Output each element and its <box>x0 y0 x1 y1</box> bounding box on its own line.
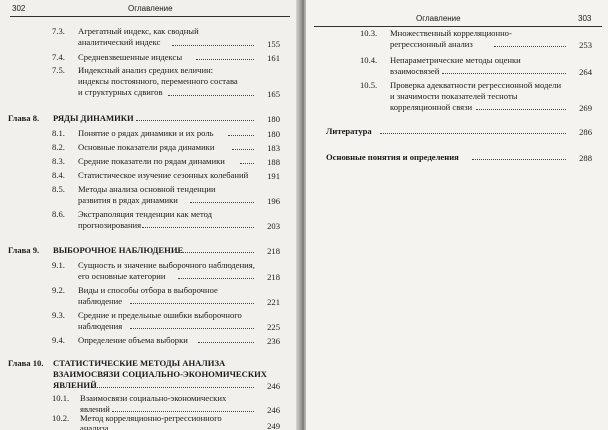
toc-entry-num: 8.2. <box>52 142 65 152</box>
toc-page-number: 180 <box>267 114 280 124</box>
toc-entry-text: корреляционной связи <box>390 102 473 112</box>
toc-entry-text: Средневзвешенные индексы <box>78 52 183 62</box>
toc-entry-text: Проверка адекватности регрессионной модели <box>390 80 562 90</box>
toc-page-number: 236 <box>267 336 280 346</box>
toc-leader <box>476 101 566 110</box>
left-page <box>0 0 300 430</box>
toc-leader <box>232 141 254 150</box>
right-running-head: Оглавление <box>416 14 461 23</box>
concepts-heading: Основные понятия и определения <box>326 152 459 162</box>
chapter-title: РЯДЫ ДИНАМИКИ <box>53 113 134 123</box>
toc-entry-num: 9.2. <box>52 285 65 295</box>
toc-entry-text: Множественный корреляционно- <box>390 28 512 38</box>
right-page <box>306 0 608 430</box>
toc-entry-text: Основные показатели ряда динамики <box>78 142 215 152</box>
toc-entry-text: Статистическое изучение сезонных колебаний <box>78 170 249 180</box>
toc-entry-text: Определение объема выборки <box>78 335 188 345</box>
toc-leader <box>168 87 254 96</box>
toc-leader <box>472 151 566 160</box>
toc-page-number: 191 <box>267 171 280 181</box>
chapter-label: Глава 8. <box>8 113 40 123</box>
toc-page-number: 249 <box>267 421 280 430</box>
toc-entry-num: 10.3. <box>360 28 378 38</box>
toc-entry-text: Методы анализа основной тенденции <box>78 184 216 194</box>
toc-entry-num: 8.1. <box>52 128 65 138</box>
toc-leader <box>190 194 254 203</box>
toc-entry-num: 9.4. <box>52 335 65 345</box>
toc-entry-num: 8.4. <box>52 170 65 180</box>
toc-entry-num: 8.6. <box>52 209 65 219</box>
toc-entry-text: Сущность и значение выборочного наблюдения, <box>78 260 255 270</box>
toc-entry-num: 7.5. <box>52 65 65 75</box>
toc-entry-text: Взаимосвязи социально-экономических <box>80 393 227 403</box>
toc-page-number: 225 <box>267 322 280 332</box>
chapter-title: ВЫБОРОЧНОЕ НАБЛЮДЕНИЕ <box>53 245 184 255</box>
toc-leader <box>92 379 254 388</box>
toc-entry-text: наблюдения <box>78 321 123 331</box>
toc-leader <box>130 320 254 329</box>
toc-entry-num: 10.5. <box>360 80 378 90</box>
toc-leader <box>494 38 566 47</box>
toc-page-number: 165 <box>267 89 280 99</box>
toc-page-number: 246 <box>267 381 280 391</box>
toc-page-number: 188 <box>267 157 280 167</box>
toc-entry-text: аналитический индекс <box>78 37 161 47</box>
toc-leader <box>172 37 254 46</box>
toc-leader <box>228 127 254 136</box>
chapter-label: Глава 9. <box>8 245 40 255</box>
toc-entry-text: и значимости показателей тесноты <box>390 91 518 101</box>
toc-entry-text: прогнозирования <box>78 220 142 230</box>
toc-page-number: 203 <box>267 221 280 231</box>
toc-entry-text: взаимосвязей <box>390 66 440 76</box>
toc-page-number: 218 <box>267 272 280 282</box>
toc-entry-text: Индексный анализ средних величин: <box>78 65 214 75</box>
toc-entry-num: 9.1. <box>52 260 65 270</box>
toc-page-number: 246 <box>267 405 280 415</box>
toc-leader <box>240 155 254 164</box>
toc-leader <box>380 125 566 134</box>
chapter-title: ВЗАИМОСВЯЗИ СОЦИАЛЬНО-ЭКОНОМИЧЕСКИХ <box>53 369 267 379</box>
chapter-title: СТАТИСТИЧЕСКИЕ МЕТОДЫ АНАЛИЗА <box>53 358 226 368</box>
toc-leader <box>198 334 254 343</box>
chapter-title: ЯВЛЕНИЙ <box>53 380 97 390</box>
toc-page-number: 221 <box>267 297 280 307</box>
toc-entry-text: анализа <box>80 423 109 430</box>
toc-leader <box>176 244 254 253</box>
toc-leader <box>196 51 254 60</box>
toc-entry-num: 10.4. <box>360 55 378 65</box>
toc-entry-text: наблюдение <box>78 296 123 306</box>
toc-page-number: 180 <box>267 129 280 139</box>
toc-entry-text: и структурных сдвигов <box>78 87 163 97</box>
left-running-head: Оглавление <box>128 4 173 13</box>
toc-entry-text: Виды и способы отбора в выборочное <box>78 285 218 295</box>
toc-entry-text: индексы постоянного, переменного состава <box>78 76 238 86</box>
toc-entry-text: явлений <box>80 404 110 414</box>
toc-entry-num: 7.4. <box>52 52 65 62</box>
toc-entry-text: Метод корреляционно-регрессионного <box>80 413 222 423</box>
left-page-number: 302 <box>12 4 26 13</box>
toc-entry-num: 8.3. <box>52 156 65 166</box>
toc-page-number: 218 <box>267 246 280 256</box>
toc-page-number: 155 <box>267 39 280 49</box>
toc-page-number: 269 <box>579 103 592 113</box>
toc-page-number: 288 <box>579 153 592 163</box>
right-header-rule <box>314 26 602 27</box>
toc-entry-text: Агрегатный индекс, как сводный <box>78 26 199 36</box>
toc-entry-num: 10.2. <box>52 413 70 423</box>
toc-leader <box>130 295 254 304</box>
toc-page-number: 161 <box>267 53 280 63</box>
toc-page-number: 253 <box>579 40 592 50</box>
toc-entry-text: развития в рядах динамики <box>78 195 178 205</box>
toc-leader <box>178 270 254 279</box>
toc-entry-num: 8.5. <box>52 184 65 194</box>
literature-heading: Литература <box>326 126 372 136</box>
toc-leader <box>142 219 254 228</box>
chapter-label: Глава 10. <box>8 358 44 368</box>
toc-page-number: 264 <box>579 67 592 77</box>
toc-entry-text: Средние и предельные ошибки выборочного <box>78 310 242 320</box>
toc-page-number: 183 <box>267 143 280 153</box>
toc-entry: 7.3. <box>52 26 65 36</box>
toc-entry-text: Средние показатели по рядам динамики <box>78 156 225 166</box>
toc-page-number: 196 <box>267 196 280 206</box>
toc-entry-text: Экстраполяция тенденции как метод <box>78 209 213 219</box>
toc-entry-text: регрессионный анализ <box>390 39 473 49</box>
toc-leader <box>136 112 254 121</box>
right-page-number: 303 <box>578 14 592 23</box>
toc-entry-num: 10.1. <box>52 393 70 403</box>
toc-entry-text: Понятие о рядах динамики и их роль <box>78 128 214 138</box>
toc-entry-num: 9.3. <box>52 310 65 320</box>
toc-leader <box>442 65 566 74</box>
toc-leader <box>112 403 254 412</box>
toc-entry-text: его основные категории <box>78 271 166 281</box>
left-header-rule <box>10 16 290 17</box>
toc-page-number: 286 <box>579 127 592 137</box>
toc-entry-text: Непараметрические методы оценки <box>390 55 521 65</box>
